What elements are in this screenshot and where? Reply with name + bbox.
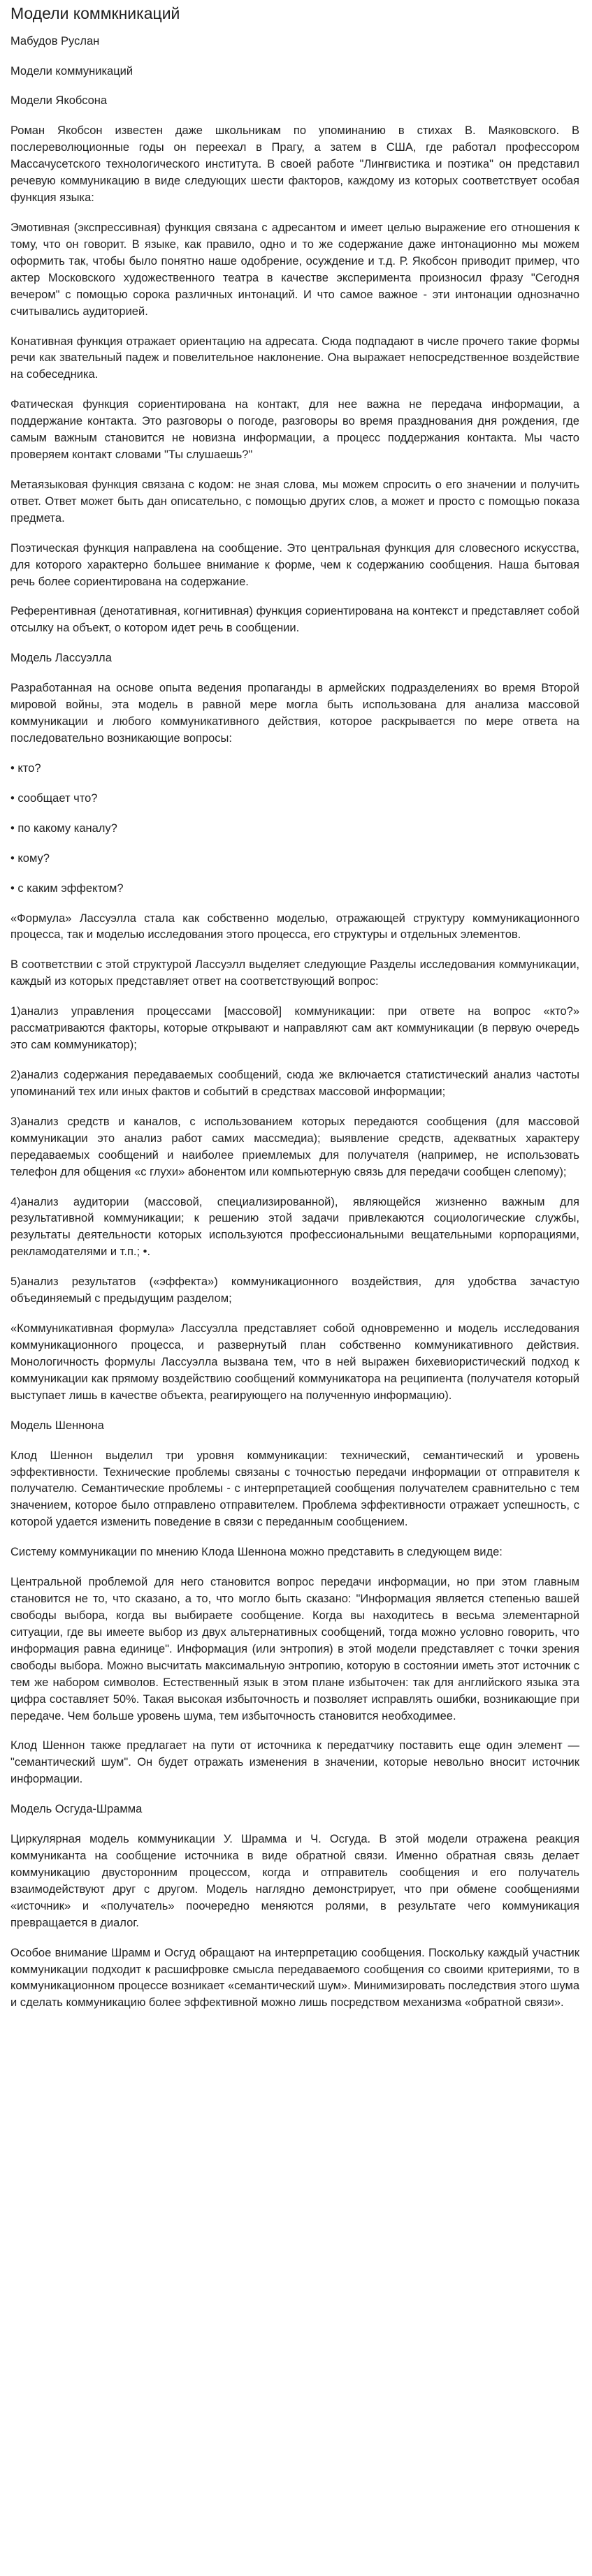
document-subtitle: Модели коммуникаций <box>10 64 133 78</box>
section-heading: Модель Лассуэлла <box>10 652 112 665</box>
list-item: • кому? <box>10 851 50 865</box>
paragraph: Центральной проблемой для него становится вопрос передачи информации, но при этом главным становится не то, что сказано, а то, что могло быть сказано: "Информация является степенью вашей свободы выбора, когда вы выбираете сообщение. Когда вы находитесь в весьма элементарной ситуации, где вы имеете выбор из двух альтернативных сообщений, тогда можно условно говорить, что информация равна единице". Информация (или энтропия) в этой модели представляет с точки зрения свободы выбора. Можно высчитать максимальную энтропию, которую в состоянии иметь этот источник с тем же набором символов. Естественный язык в этом плане избыточен: так для английского языка эта цифра составляет 50%. Такая высокая избыточность и позволяет исправлять ошибки, возникающие при передаче. Чем больше уровень шума, тем избыточность становится необходимее. <box>10 1576 579 1722</box>
paragraph: 2)анализ содержания передаваемых сообщений, сюда же включается статистический анализ частоты упоминаний тех или иных фактов и событий в средствах массовой информации; <box>10 1069 579 1098</box>
list-item: • с каким эффектом? <box>10 881 124 895</box>
paragraph: Клод Шеннон также предлагает на пути от источника к передатчику поставить еще один элемент — "семантический шум". Он будет отражать изменения в значении, которые невольно вносит источник информации. <box>10 1739 579 1786</box>
section-shannon <box>10 1418 579 1789</box>
page-title: Модели коммкникаций <box>10 4 180 22</box>
list-item: • кто? <box>10 761 41 775</box>
paragraph: Конативная функция отражает ориентацию на адресата. Сюда подпадают в числе прочего такие формы речи как звательный падеж и повелительное наклонение. Она выражает непосредственное воздействие на собеседника. <box>10 335 579 381</box>
paragraph: Эмотивная (экспрессивная) функция связана с адресантом и имеет целью выражение его отношения к тому, что он говорит. В языке, как правило, одно и то же содержание даже интонационно мы можем оформить так, чтобы было понятно наше одобрение, осуждение и т.д. Р. Якобсон приводит пример, что актер Московского художественного театра в качестве эксперимента произносил фразу "Сегодня вечером" с помощью сорока различных интонаций. И что самое важное - эти интонации однозначно считывались аудиторией. <box>10 221 579 318</box>
list-item: • по какому каналу? <box>10 821 117 835</box>
section-osgood-schramm <box>10 1801 579 2012</box>
paragraph: 3)анализ средств и каналов, с использованием которых передаются сообщения (для массовой коммуникации это анализ работ самих массмедиа); выявление средств, адекватных характеру передаваемых сообщений и наиболее приемлемых для получателя (например, не использовать телефон для общения «с глухи» абонентом или компьютерную связь для передачи сообщен слепому); <box>10 1115 579 1178</box>
paragraph: Роман Якобсон известен даже школьникам по упоминанию в стихах В. Маяковского. В послереволюционные годы он переехал в Прагу, а затем в США, где работал профессором Массачусетского технологического института. В своей работе "Лингвистика и поэтика" он представил речевую коммуникацию в виде следующих шести факторов, каждому из которых соответствует особая функция языка: <box>10 124 579 205</box>
paragraph: Разработанная на основе опыта ведения пропаганды в армейских подразделениях во время Второй мировой войны, эта модель в равной мере могла быть использована для анализа массовой коммуникации и любого коммуникативного действия, которое раскрывается по мере ответа на последовательно возникающие вопросы: <box>10 682 579 745</box>
list-item: • сообщает что? <box>10 791 98 805</box>
paragraph: Систему коммуникации по мнению Клода Шеннона можно представить в следующем виде: <box>10 1546 503 1559</box>
section-lasswell <box>10 650 579 1404</box>
section-heading: Модели Якобсона <box>10 94 108 108</box>
paragraph: 1)анализ управления процессами [массовой] коммуникации: при ответе на вопрос «кто?» рассматриваются факторы, которые открывают и направляют сам акт коммуникации (в первую очередь это сам коммуникатор); <box>10 1005 579 1052</box>
paragraph: В соответствии с этой структурой Лассуэлл выделяет следующие Разделы исследования коммуникации, каждый из которых представляет ответ на соответствующий вопрос: <box>10 958 579 988</box>
paragraph: 5)анализ результатов («эффекта») коммуникационного воздействия, для удобства зачастую объединяемый с предыдущим разделом; <box>10 1275 579 1305</box>
section-jakobson <box>10 93 579 637</box>
paragraph: «Коммуникативная формула» Лассуэлла представляет собой одновременно и модель исследования коммуникационного процесса, и развернутый план собственно коммуникативного действия. Монологичность формулы Лассуэлла вызвана тем, что в ней выражен бихевиористический подход к коммуникации как прямому воздействию сообщений коммуникатора на реципиента (получателя который выступает лишь в качестве объекта, реагирующего на полученную информацию). <box>10 1322 579 1402</box>
paragraph: Поэтическая функция направлена на сообщение. Это центральная функция для словесного искусства, для которого характерно большее внимание к форме, чем к содержанию сообщения. Наша бытовая речь более сориентирована на содержание. <box>10 541 579 588</box>
paragraph: «Формула» Лассуэлла стала как собственно моделью, отражающей структуру коммуникационного процесса, так и моделью исследования этого процесса, его структуры и отдельных элементов. <box>10 912 579 942</box>
paragraph: Особое внимание Шрамм и Осгуд обращают на интерпретацию сообщения. Поскольку каждый участник коммуникации подходит к расшифровке смысла передаваемого сообщения со своими критериями, то в коммуникационном процессе возникает «семантический шум». Минимизировать последствия этого шума и сделать коммуникацию более эффективной можно лишь посредством механизма «обратной связи». <box>10 1946 579 2010</box>
paragraph: Клод Шеннон выделил три уровня коммуникации: технический, семантический и уровень эффективности. Технические проблемы связаны с точностью передачи информации от отправителя к получателю. Семантические проблемы - с интерпретацией сообщения получателем сравнительно с тем значением, которое было отправлено отправителем. Проблема эффективности отражает успешность, с которой удается изменить поведение в связи с переданным сообщением. <box>10 1449 579 1529</box>
paragraph: Референтивная (денотативная, когнитивная) функция сориентирована на контекст и представляет собой отсылку на объект, о котором идет речь в сообщении. <box>10 605 579 635</box>
paragraph: Фатическая функция сориентирована на контакт, для нее важна не передача информации, а поддержание контакта. Это разговоры о погоде, разговоры во время празднования дня рождения, где самым важным становится не новизна информации, а процесс поддержания контакта. Мы часто проверяем контакт словами "Ты слушаешь?" <box>10 398 579 462</box>
author-name: Мабудов Руслан <box>10 34 100 47</box>
paragraph: Метаязыковая функция связана с кодом: не зная слова, мы можем спросить о его значении и получить ответ. Ответ может быть дан описательно, с помощью других слов, а может и просто с помощью показа предмета. <box>10 478 579 525</box>
question-list <box>10 761 579 898</box>
section-heading: Модель Осгуда-Шрамма <box>10 1803 143 1816</box>
section-heading: Модель Шеннона <box>10 1419 104 1432</box>
paragraph: 4)анализ аудитории (массовой, специализированной), являющейся жизненно важным для результативной коммуникации; к решению этой задачи привлекаются социологические службы, результаты деятельности которых используются профессиональными вещательными корпорациями, рекламодателями и т.п.; •. <box>10 1195 579 1259</box>
paragraph: Циркулярная модель коммуникации У. Шрамма и Ч. Осгуда. В этой модели отражена реакция коммуниканта на сообщение источника в виде обратной связи. Именно обратная связь делает коммуникацию двусторонним процессом, когда и отправитель сообщения и его получатель взаимодействуют друг с другом. Модель наглядно демонстрирует, что при обмене сообщениями «источник» и «получатель» поочередно меняются ролями, в результате чего коммуникация превращается в диалог. <box>10 1833 579 1929</box>
